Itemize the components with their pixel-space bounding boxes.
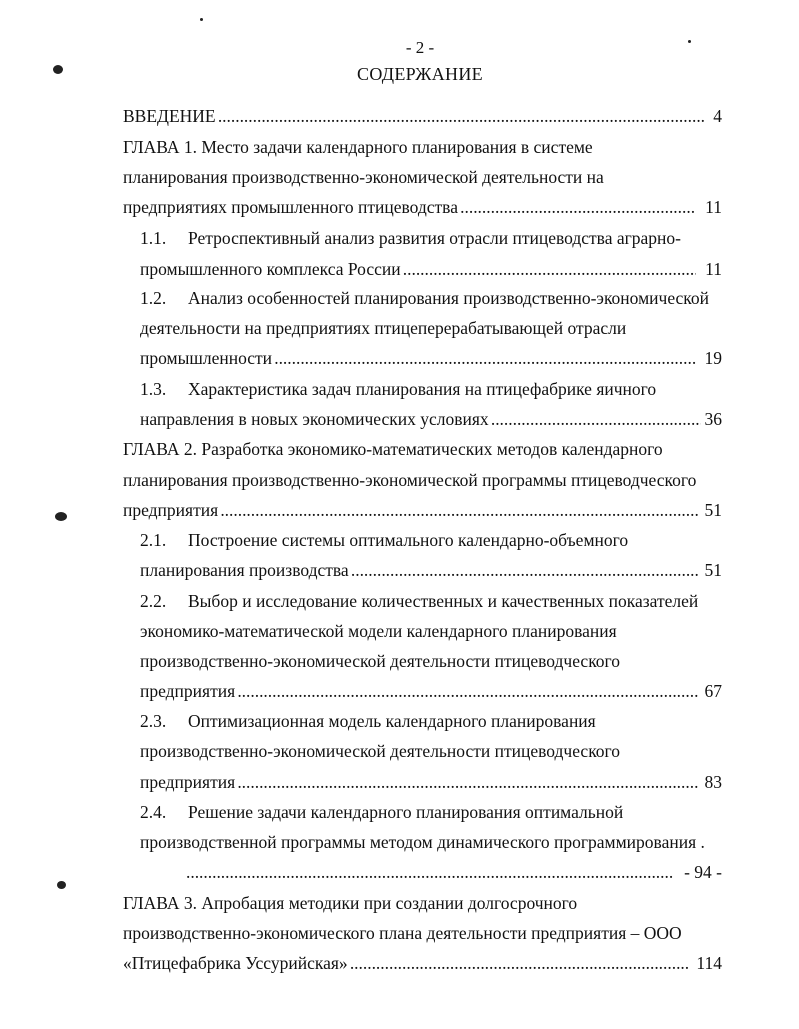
toc-section-1-1-line-2: промышленного комплекса России . . .	[140, 257, 696, 281]
scan-speck	[53, 65, 63, 74]
toc-section-1-1-line-1: 1.1. Ретроспективный анализ развития отрасли птицеводства аграрно-	[140, 228, 681, 248]
toc-page-section-2-3: 83	[704, 772, 722, 792]
toc-section-1-2-line-1: 1.2. Анализ особенностей планирования производственно-экономической	[140, 288, 710, 308]
toc-section-2-2-line-3: производственно-экономической деятельности птицеводческого	[140, 651, 621, 671]
page-title: СОДЕРЖАНИЕ	[357, 64, 483, 84]
toc-section-2-3-line-1: 2.3. Оптимизационная модель календарного планирования	[140, 711, 596, 731]
toc-page-chapter-1: 11	[705, 197, 722, 217]
toc-section-2-4-line-1: 2.4. Решение задачи календарного планирования оптимальной	[140, 802, 624, 822]
toc-section-2-2-line-4: предприятия . . .	[140, 679, 699, 703]
toc-section-2-4-leader	[186, 860, 674, 884]
toc-chapter-2-line-3: предприятия . . .	[123, 498, 699, 522]
toc-entry-introduction: ВВЕДЕНИЕ . . .	[123, 104, 705, 128]
page-number: - 2 -	[405, 38, 435, 57]
toc-section-2-1-line-1: 2.1. Построение системы оптимального календарно-объемного	[140, 530, 629, 550]
toc-page-section-1-2: 19	[704, 348, 722, 368]
toc-page-section-1-1: 11	[705, 259, 722, 279]
toc-chapter-3-line-3: «Птицефабрика Уссурийская» . . .	[123, 951, 689, 975]
toc-section-1-2-line-2: деятельности на предприятиях птицеперерабатывающей отрасли	[140, 318, 627, 338]
toc-page-section-1-3: 36	[704, 409, 722, 429]
scan-speck	[57, 881, 66, 889]
toc-chapter-2-line-2: планирования производственно-экономической программы птицеводческого	[123, 470, 697, 490]
toc-chapter-1-line-2: планирования производственно-экономической деятельности на	[123, 167, 604, 187]
toc-section-1-2-line-3: промышленности . . .	[140, 346, 696, 370]
toc-page-section-2-4: - 94 -	[684, 862, 722, 882]
toc-page-section-2-2: 67	[704, 681, 722, 701]
toc-chapter-2-line-1: ГЛАВА 2. Разработка экономико-математических методов календарного	[123, 439, 663, 459]
toc-page-chapter-3: 114	[696, 953, 722, 973]
toc-page-chapter-2: 51	[704, 500, 722, 520]
toc-chapter-1-line-1: ГЛАВА 1. Место задачи календарного планирования в системе	[123, 137, 593, 157]
toc-chapter-3-line-2: производственно-экономического плана деятельности предприятия – ООО	[123, 923, 682, 943]
scan-speck	[55, 512, 67, 521]
toc-section-2-4-line-2: производственной программы методом динамического программирования .	[140, 832, 705, 852]
toc-section-2-2-line-1: 2.2. Выбор и исследование количественных и качественных показателей	[140, 591, 699, 611]
toc-page-section-2-1: 51	[704, 560, 722, 580]
toc-section-1-3-line-2: направления в новых экономических условиях . . .	[140, 407, 701, 431]
scan-speck	[688, 40, 691, 43]
scan-speck	[200, 18, 203, 21]
toc-section-2-3-line-2: производственно-экономической деятельности птицеводческого	[140, 741, 621, 761]
toc-section-1-3-line-1: 1.3. Характеристика задач планирования на птицефабрике яичного	[140, 379, 657, 399]
toc-section-2-3-line-3: предприятия . . .	[140, 770, 699, 794]
toc-section-2-1-line-2: планирования производства . . .	[140, 558, 699, 582]
toc-page-introduction: 4	[713, 106, 722, 126]
toc-chapter-1-line-3: предприятиях промышленного птицеводства . . .	[123, 195, 696, 219]
toc-section-2-2-line-2: экономико-математической модели календарного планирования	[140, 621, 617, 641]
toc-chapter-3-line-1: ГЛАВА 3. Апробация методики при создании долгосрочного	[123, 893, 578, 913]
